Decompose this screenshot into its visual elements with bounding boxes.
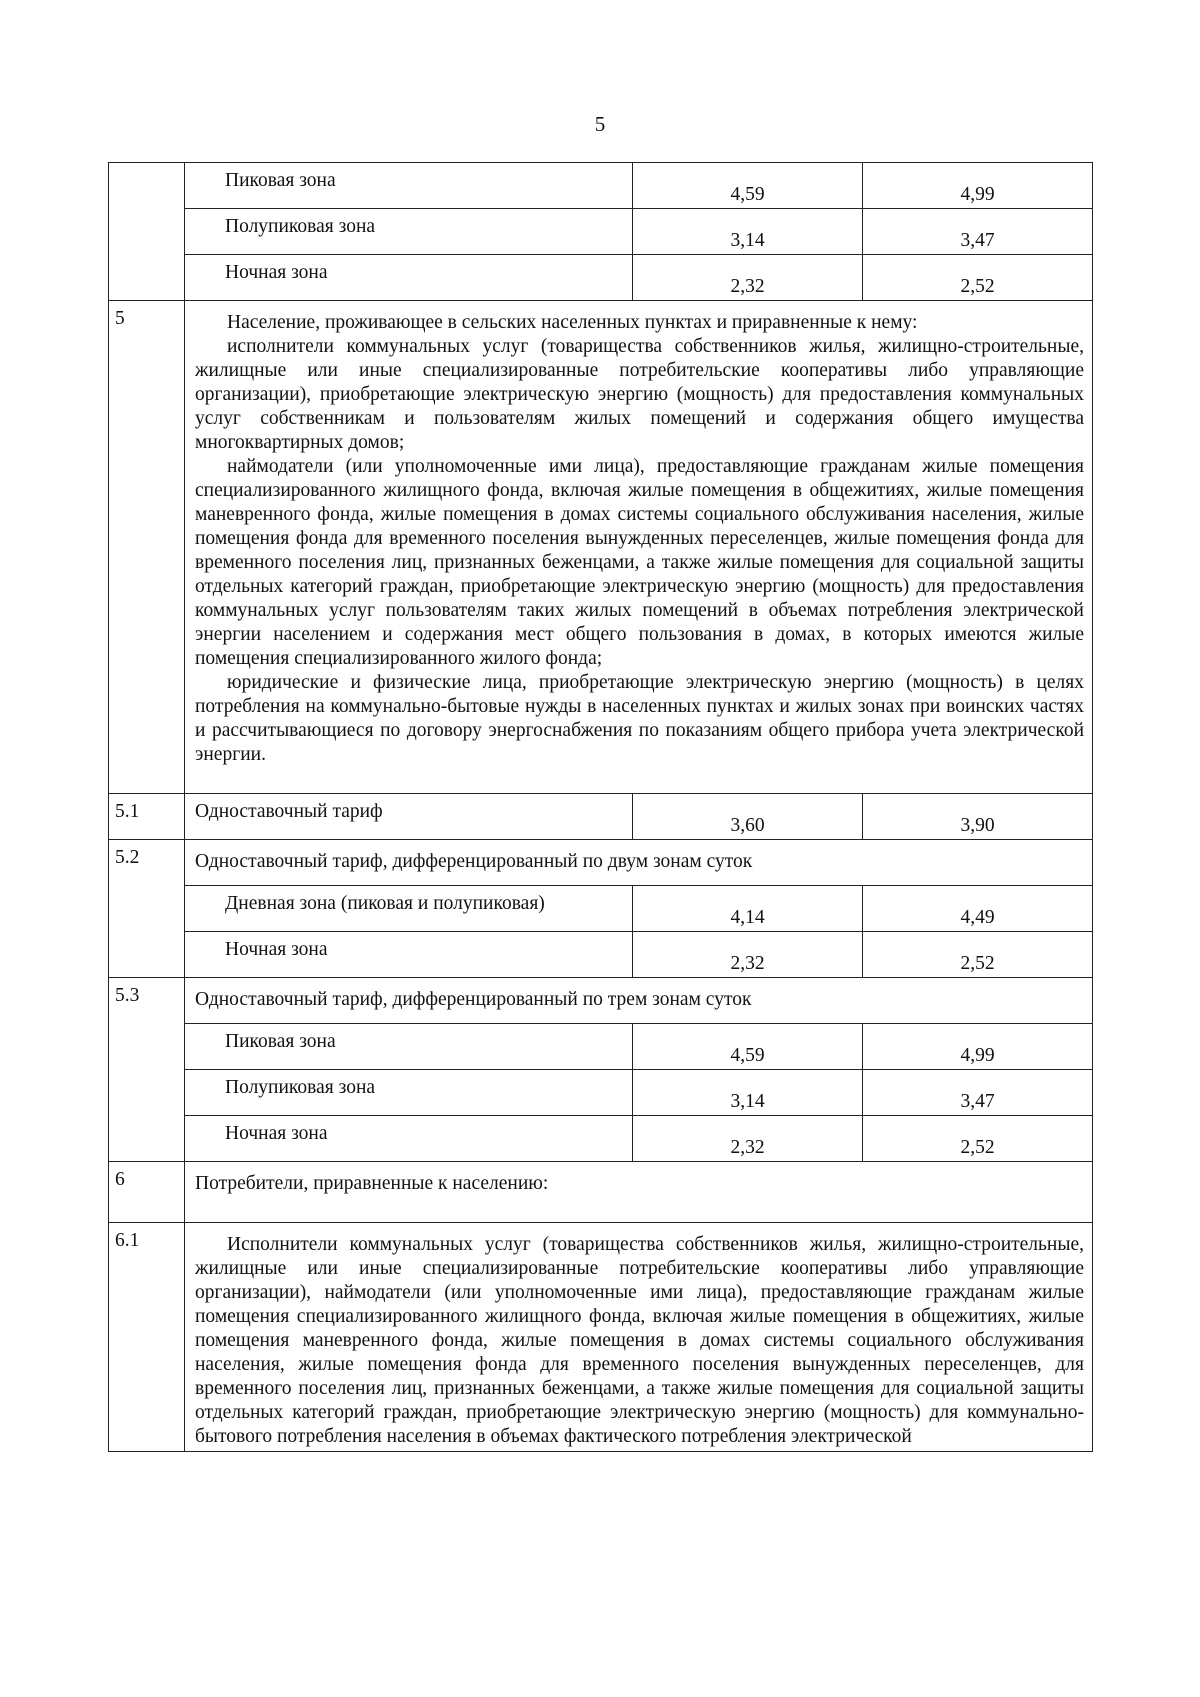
- table-row: [109, 1116, 1093, 1162]
- tariff-value-1: 4,59: [633, 163, 863, 209]
- tariff-title-cell: Одноставочный тариф, дифференцированный по трем зонам суток: [185, 978, 1093, 1024]
- zone-name-cell: Дневная зона (пиковая и полупиковая): [185, 886, 633, 932]
- paragraph: Исполнители коммунальных услуг (товарищества собственников жилья, жилищно-строительные, жилищные или иные специализированные потребительские кооперативы либо управляющие организации), наймодатели (или уполномоченные ими лица), предоставляющие гражданам жилые помещения специализированного жилищного фонда, включая жилые помещения в общежитиях, жилые помещения маневренного фонда, жилые помещения в домах системы социального обслуживания населения, жилые помещения фонда для временного поселения вынужденных переселенцев, для временного поселения лиц, признанных беженцами, а также жилые помещения для социальной защиты отдельных категорий граждан, приобретающие электрическую энергию (мощность) для коммунально-бытового потребления населения в объемах фактического потребления электрической: [195, 1234, 1084, 1447]
- table-row: [109, 794, 1093, 840]
- table-row: [109, 840, 1093, 886]
- row-number-cell: [109, 163, 185, 301]
- tariff-value-1: 2,32: [633, 255, 863, 301]
- zone-name-cell: Полупиковая зона: [185, 209, 633, 255]
- tariff-value-1: 4,14: [633, 886, 863, 932]
- paragraph: исполнители коммунальных услуг (товарищества собственников жилья, жилищно-строительные, жилищные или иные специализированные потребительские кооперативы либо управляющие организации), приобретающие электрическую энергию (мощность) для предоставления коммунальных услуг собственникам и пользователям жилых помещений и содержания общего имущества многоквартирных домов;: [195, 336, 1084, 453]
- tariff-name-cell: Одноставочный тариф: [185, 794, 633, 840]
- zone-name-cell: Ночная зона: [185, 932, 633, 978]
- table-row: [109, 932, 1093, 978]
- section-title-cell: Потребители, приравненные к населению:: [185, 1162, 1093, 1223]
- table-row: [109, 1070, 1093, 1116]
- row-number-cell: 5.2: [109, 840, 185, 978]
- tariff-value-2: 3,47: [863, 209, 1093, 255]
- tariff-value-2: 3,90: [863, 794, 1093, 840]
- row-number-cell: 5: [109, 301, 185, 794]
- table-row: [109, 978, 1093, 1024]
- table-row: [109, 886, 1093, 932]
- zone-name-cell: Пиковая зона: [185, 1024, 633, 1070]
- page-number: 5: [594, 112, 606, 136]
- zone-name-cell: Пиковая зона: [185, 163, 633, 209]
- tariff-value-2: 2,52: [863, 1116, 1093, 1162]
- table-row: [109, 1024, 1093, 1070]
- tariff-value-2: 2,52: [863, 932, 1093, 978]
- tariff-value-1: 2,32: [633, 932, 863, 978]
- section-description: [185, 301, 1093, 794]
- table-row: [109, 209, 1093, 255]
- section-description: [185, 1223, 1093, 1452]
- zone-name-cell: Ночная зона: [185, 255, 633, 301]
- tariff-table: [108, 162, 1093, 1452]
- table-row: [109, 301, 1093, 794]
- zone-name-cell: Полупиковая зона: [185, 1070, 633, 1116]
- section-intro: Население, проживающее в сельских населенных пунктах и приравненные к нему:: [227, 312, 918, 333]
- table-row: [109, 1223, 1093, 1452]
- tariff-title-cell: Одноставочный тариф, дифференцированный по двум зонам суток: [185, 840, 1093, 886]
- paragraph: юридические и физические лица, приобретающие электрическую энергию (мощность) в целях потребления на коммунально-бытовые нужды в населенных пунктах и жилых зонах при воинских частях и рассчитывающиеся по договору энергоснабжения по показаниям общего прибора учета электрической энергии.: [195, 672, 1084, 765]
- tariff-value-1: 3,14: [633, 209, 863, 255]
- table-row: [109, 163, 1093, 209]
- tariff-value-2: 4,49: [863, 886, 1093, 932]
- paragraph: наймодатели (или уполномоченные ими лица), предоставляющие гражданам жилые помещения специализированного жилищного фонда, включая жилые помещения в общежитиях, жилые помещения маневренного фонда, жилые помещения в домах системы социального обслуживания населения, жилые помещения фонда для временного поселения вынужденных переселенцев, жилые помещения фонда для временного поселения лиц, признанных беженцами, а также жилые помещения для социальной защиты отдельных категорий граждан, приобретающие электрическую энергию (мощность) для предоставления коммунальных услуг пользователям таких жилых помещений в объемах потребления электрической энергии населением и содержания мест общего пользования в домах, в которых имеются жилые помещения специализированного жилого фонда;: [195, 456, 1084, 669]
- row-number-cell: 6.1: [109, 1223, 185, 1452]
- table-row: [109, 1162, 1093, 1223]
- tariff-value-2: 3,47: [863, 1070, 1093, 1116]
- tariff-value-1: 3,14: [633, 1070, 863, 1116]
- tariff-value-1: 4,59: [633, 1024, 863, 1070]
- table-row: [109, 255, 1093, 301]
- tariff-value-2: 4,99: [863, 163, 1093, 209]
- tariff-value-2: 4,99: [863, 1024, 1093, 1070]
- row-number-cell: 5.1: [109, 794, 185, 840]
- tariff-value-2: 2,52: [863, 255, 1093, 301]
- zone-name-cell: Ночная зона: [185, 1116, 633, 1162]
- tariff-value-1: 3,60: [633, 794, 863, 840]
- row-number-cell: 6: [109, 1162, 185, 1223]
- tariff-value-1: 2,32: [633, 1116, 863, 1162]
- row-number-cell: 5.3: [109, 978, 185, 1162]
